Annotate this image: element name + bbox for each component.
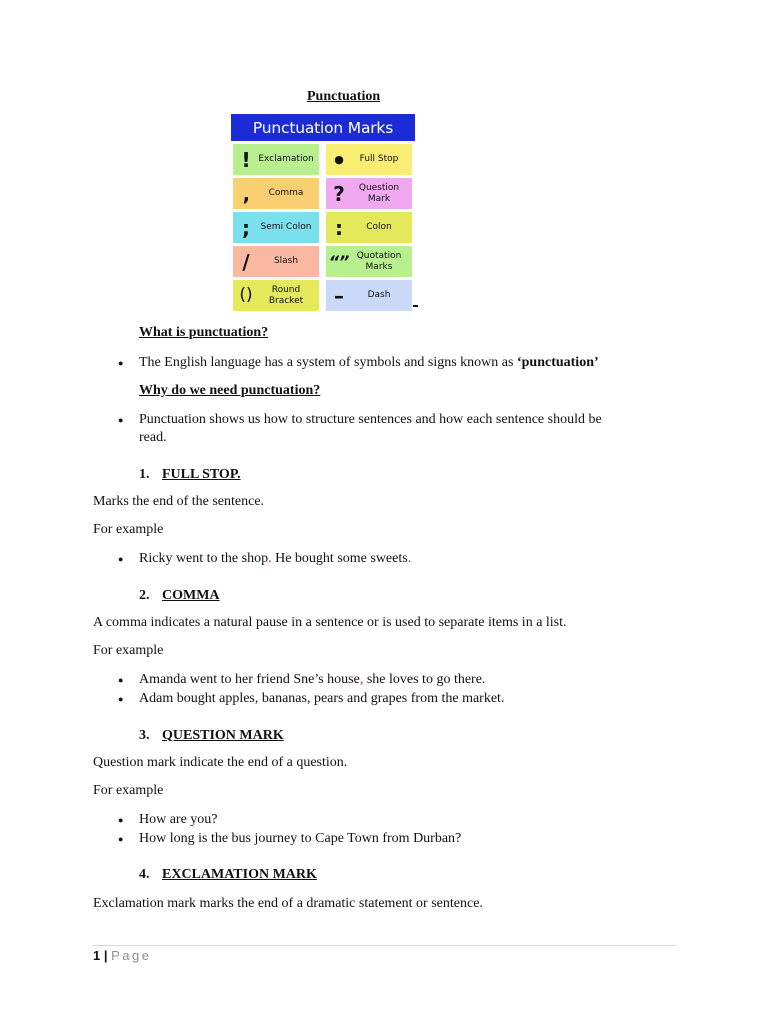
section-heading-question-mark: QUESTION MARK (162, 728, 284, 743)
highlighted-punctuation: . (268, 551, 272, 566)
punctuation-mark-label: Question Mark (358, 182, 400, 204)
punctuation-mark-label: Exclamation (258, 154, 314, 164)
punctuation-mark-label: Slash (273, 256, 299, 266)
text-cursor-mark (413, 305, 418, 307)
section-description: A comma indicates a natural pause in a sentence or is used to separate items in a list. (93, 615, 567, 630)
section-number: 4. (139, 867, 150, 882)
highlighted-punctuation: . (407, 551, 412, 566)
punctuation-mark-label: Comma (268, 188, 304, 198)
slash-icon: / (242, 249, 250, 274)
section-heading-full-stop: FULL STOP. (162, 467, 241, 482)
page-number: 1 (93, 948, 101, 963)
bullet-icon: ● (118, 415, 124, 425)
for-example-label: For example (93, 783, 164, 798)
question-what-heading: What is punctuation? (139, 325, 269, 340)
comma-icon: ‚ (242, 181, 250, 206)
emphasis-term: ‘punctuation’ (516, 355, 599, 370)
highlighted-punctuation: , (359, 672, 364, 687)
example-item: Amanda went to her friend Sne’s house, she loves to go there. (139, 672, 486, 687)
page-footer (93, 948, 152, 964)
punctuation-mark-label: Quotation Marks (356, 250, 402, 272)
punctuation-mark-label: Dash (367, 290, 391, 300)
bullet-icon: ● (118, 815, 124, 825)
punctuation-mark-cell (233, 280, 319, 311)
bullet-icon: ● (118, 675, 124, 685)
bullet-icon: ● (118, 834, 124, 844)
document-title: Punctuation (307, 89, 381, 104)
image-header: Punctuation Marks (231, 114, 415, 141)
punctuation-mark-cell (326, 144, 412, 175)
punctuation-mark-cell (233, 246, 319, 277)
punctuation-mark-cell (326, 212, 412, 243)
section-description: Question mark indicate the end of a question. (93, 755, 348, 770)
footer-divider (92, 945, 676, 946)
bullet-icon: ● (118, 694, 124, 704)
section-number: 1. (139, 467, 150, 482)
punctuation-mark-label: Semi Colon (260, 222, 312, 232)
bullet-icon: ● (118, 358, 124, 368)
question-mark-icon: ? (333, 181, 345, 206)
section-description: Exclamation mark marks the end of a dramatic statement or sentence. (93, 896, 483, 911)
punctuation-mark-label: Round Bracket (268, 284, 304, 306)
footer-separator: | (103, 948, 108, 963)
reason-line-2: read. (139, 430, 167, 445)
punctuation-mark-cell (233, 178, 319, 209)
section-number: 3. (139, 728, 150, 743)
punctuation-mark-cell (233, 144, 319, 175)
section-heading-comma: COMMA (162, 588, 220, 603)
round-bracket-icon: () (239, 285, 253, 305)
example-item: How long is the bus journey to Cape Town from Durban? (139, 831, 462, 846)
punctuation-marks-image (231, 114, 415, 314)
semicolon-icon: ; (242, 215, 250, 240)
section-heading-exclamation-mark: EXCLAMATION MARK (162, 867, 317, 882)
punctuation-mark-label: Full Stop (359, 154, 399, 164)
colon-icon: : (335, 215, 343, 240)
for-example-label: For example (93, 522, 164, 537)
definition-bullet: The English language has a system of symbols and signs known as ‘punctuation’ (139, 355, 599, 370)
for-example-label: For example (93, 643, 164, 658)
exclamation-mark-icon: ! (241, 147, 251, 172)
punctuation-mark-cell (326, 246, 412, 277)
dash-icon: – (334, 283, 344, 308)
punctuation-mark-cell (233, 212, 319, 243)
punctuation-mark-label: Colon (366, 222, 392, 232)
reason-line-1: Punctuation shows us how to structure sentences and how each sentence should be (139, 412, 602, 427)
punctuation-mark-cell (326, 280, 412, 311)
question-why-heading: Why do we need punctuation? (139, 383, 321, 398)
section-description: Marks the end of the sentence. (93, 494, 265, 509)
example-item: How are you? (139, 812, 218, 827)
example-item: Adam bought apples, bananas, pears and grapes from the market. (139, 691, 505, 706)
bullet-icon: ● (118, 554, 124, 564)
example-item: Ricky went to the shop. He bought some sweets. (139, 551, 412, 566)
full-stop-icon: ● (334, 153, 344, 166)
section-number: 2. (139, 588, 150, 603)
page-label: Page (111, 948, 152, 963)
quotation-marks-icon: “” (328, 251, 350, 271)
punctuation-mark-cell (326, 178, 412, 209)
